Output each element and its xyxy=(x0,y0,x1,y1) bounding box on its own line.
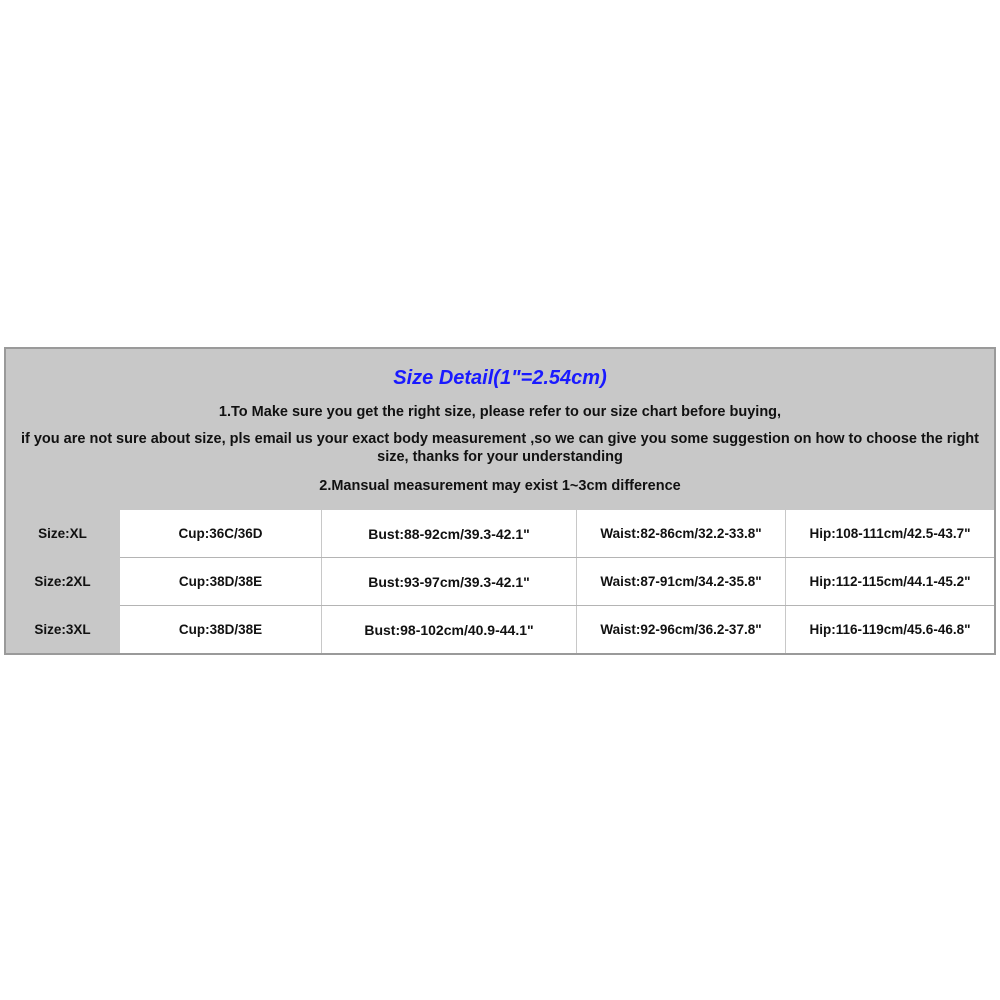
size-cell: Size:3XL xyxy=(6,606,119,653)
table-row xyxy=(6,510,994,557)
hip-cell: Hip:108-111cm/42.5-43.7" xyxy=(786,510,994,557)
size-note-2: if you are not sure about size, pls email us your exact body measurement ,so we can give you some suggestion on how to choose the right size, thanks for your understanding xyxy=(20,431,979,465)
size-note-3: 2.Mansual measurement may exist 1~3cm difference xyxy=(319,478,681,494)
table-row xyxy=(6,606,994,653)
size-note-1: 1.To Make sure you get the right size, please refer to our size chart before buying, xyxy=(218,404,782,420)
size-chart-header xyxy=(6,349,994,510)
hip-cell: Hip:116-119cm/45.6-46.8" xyxy=(786,606,994,653)
cup-cell: Cup:38D/38E xyxy=(120,558,321,605)
waist-cell: Waist:87-91cm/34.2-35.8" xyxy=(577,558,785,605)
cup-cell: Cup:36C/36D xyxy=(120,510,321,557)
hip-cell: Hip:112-115cm/44.1-45.2" xyxy=(786,558,994,605)
waist-cell: Waist:92-96cm/36.2-37.8" xyxy=(577,606,785,653)
size-cell: Size:2XL xyxy=(6,558,119,605)
size-cell: Size:XL xyxy=(6,510,119,557)
cup-cell: Cup:38D/38E xyxy=(120,606,321,653)
size-table xyxy=(6,510,994,653)
table-row xyxy=(6,558,994,605)
size-chart-title: Size Detail(1"=2.54cm) xyxy=(393,367,607,389)
waist-cell: Waist:82-86cm/32.2-33.8" xyxy=(577,510,785,557)
bust-cell: Bust:98-102cm/40.9-44.1" xyxy=(322,606,576,653)
bust-cell: Bust:88-92cm/39.3-42.1" xyxy=(322,510,576,557)
size-chart xyxy=(4,347,996,655)
bust-cell: Bust:93-97cm/39.3-42.1" xyxy=(322,558,576,605)
